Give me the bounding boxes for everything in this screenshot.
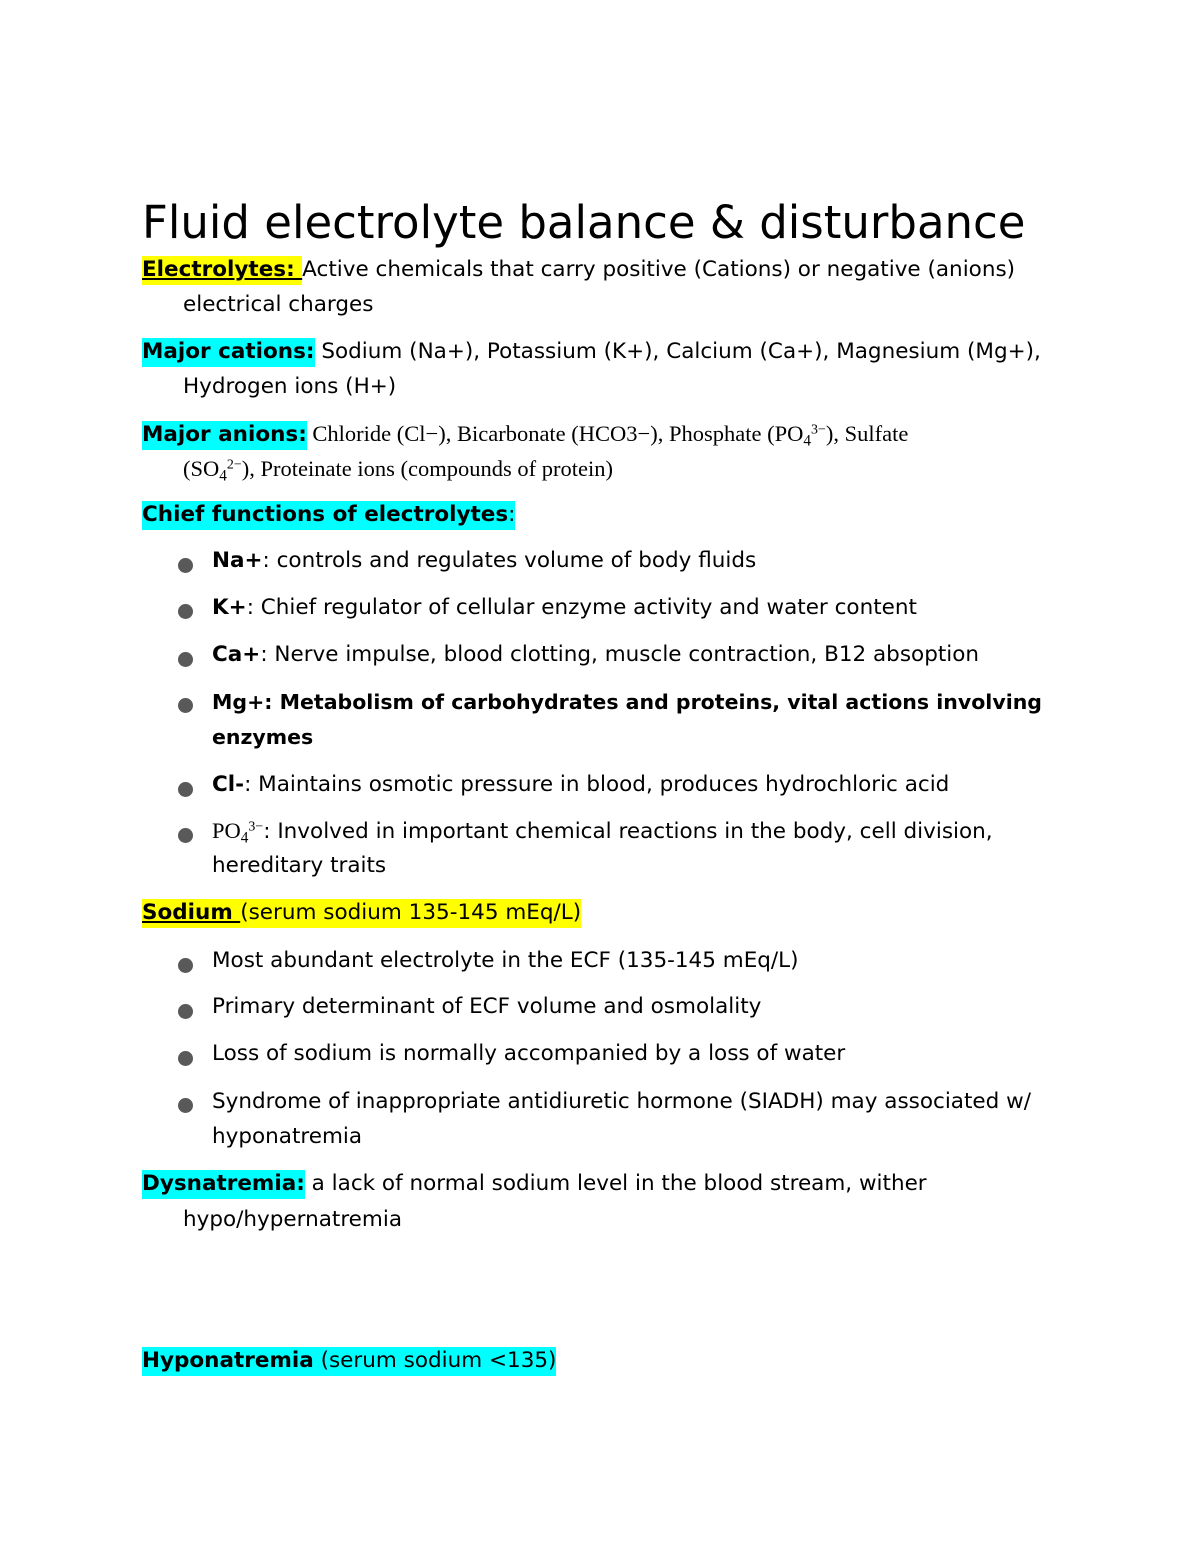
bullet-icon — [178, 652, 193, 667]
bullet-icon — [178, 558, 193, 573]
major-anions-label: Major anions: — [142, 421, 307, 450]
major-cations — [142, 337, 1041, 367]
dysnatremia-text: a lack of normal sodium level in the blood stream, wither — [304, 1171, 927, 1196]
electrolytes-definition-cont: electrical charges — [183, 292, 374, 317]
list-item: Ca+: Nerve impulse, blood clotting, muscle contraction, B12 absoption — [212, 642, 980, 667]
chief-functions-label: Chief functions of electrolytes: — [142, 501, 515, 530]
electrolytes-text: Active chemicals that carry positive (Cations) or negative (anions) — [302, 257, 1016, 282]
list-item: Syndrome of inappropriate antidiuretic hormone (SIADH) may associated w/ — [212, 1089, 1031, 1114]
sodium-heading — [142, 898, 581, 928]
list-item: Most abundant electrolyte in the ECF (135-145 mEq/L) — [212, 948, 799, 973]
bullet-icon — [178, 1051, 193, 1066]
list-item: K+: Chief regulator of cellular enzyme activity and water content — [212, 595, 917, 620]
hyponatremia-label: Hyponatremia — [142, 1348, 314, 1373]
list-item: Mg+: Metabolism of carbohydrates and proteins, vital actions involving — [212, 690, 1042, 714]
bullet-icon — [178, 958, 193, 973]
list-item: Cl-: Maintains osmotic pressure in blood, produces hydrochloric acid — [212, 772, 950, 797]
list-item-cont: hereditary traits — [212, 853, 387, 878]
chief-functions-heading — [142, 500, 515, 530]
list-item: Primary determinant of ECF volume and osmolality — [212, 994, 762, 1019]
list-item: $PO_4^{3-}$: Involved in important chemical reactions in the body, cell division, — [212, 818, 993, 847]
dysnatremia-definition — [142, 1169, 927, 1199]
bullet-icon — [178, 698, 193, 713]
bullet-icon — [178, 782, 193, 797]
major-cations-label: Major cations: — [142, 338, 315, 367]
major-anions-text: Chloride (Cl−), Bicarbonate (HCO3−), Phosphate $(PO_4^{3-})$, Sulfate — [306, 421, 909, 450]
hyponatremia-heading — [142, 1346, 556, 1376]
electrolytes-label: Electrolytes: — [142, 256, 302, 285]
bullet-icon — [178, 1098, 193, 1113]
major-cations-cont: Hydrogen ions (H+) — [183, 374, 397, 399]
major-cations-text: Sodium (Na+), Potassium (K+), Calcium (Ca+), Magnesium (Mg+), — [314, 339, 1041, 364]
bullet-icon — [178, 1004, 193, 1019]
sodium-label: Sodium — [142, 900, 241, 925]
electrolytes-definition — [142, 255, 1015, 285]
major-anions-cont: $(SO_4^{2-})$, Proteinate ions (compounds of protein) — [183, 456, 613, 485]
bullet-icon — [178, 604, 193, 619]
list-item: Na+: controls and regulates volume of body fluids — [212, 548, 757, 573]
sodium-range: (serum sodium 135-145 mEq/L) — [240, 900, 582, 925]
page-title: Fluid electrolyte balance & disturbance — [142, 196, 1026, 249]
major-anions — [142, 419, 908, 450]
list-item: Loss of sodium is normally accompanied by a loss of water — [212, 1041, 846, 1066]
bullet-icon — [178, 828, 193, 843]
dysnatremia-label: Dysnatremia: — [142, 1170, 305, 1199]
list-item-cont: enzymes — [212, 725, 314, 749]
hyponatremia-range: (serum sodium <135) — [313, 1348, 557, 1373]
dysnatremia-cont: hypo/hypernatremia — [183, 1207, 402, 1232]
list-item-cont: hyponatremia — [212, 1124, 363, 1149]
